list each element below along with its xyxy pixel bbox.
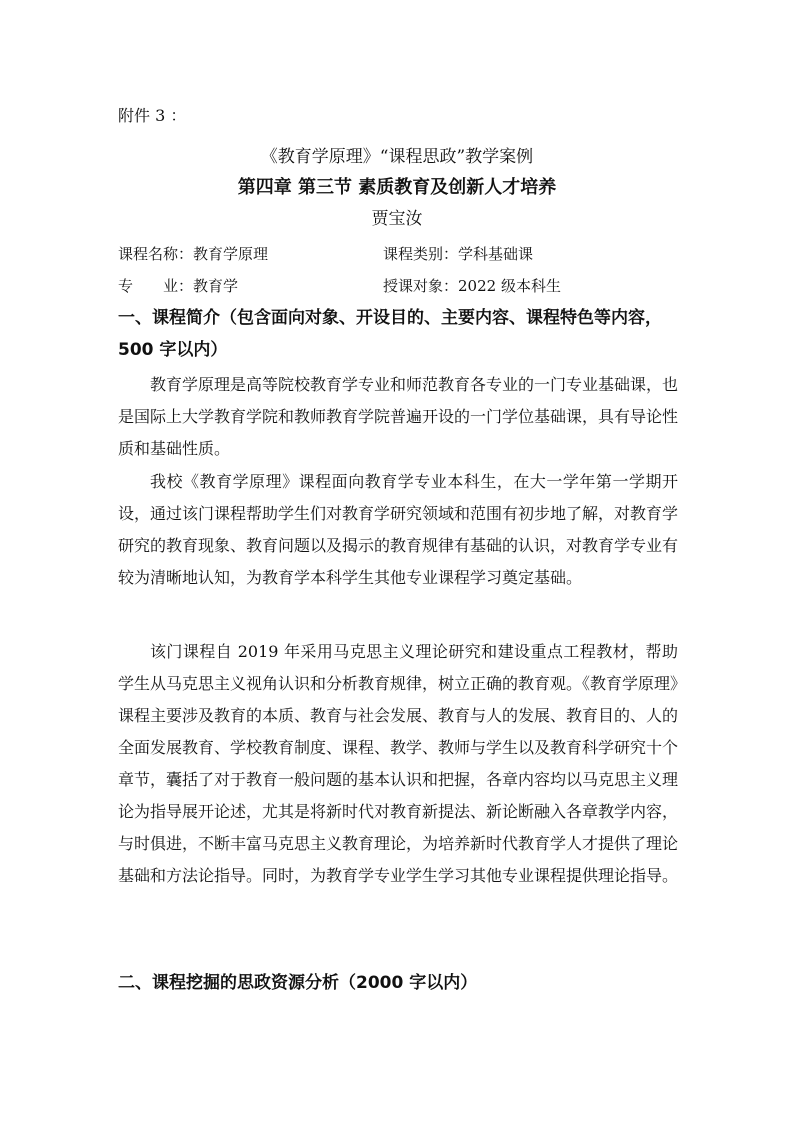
attachment-label: 附件 3 ：	[118, 106, 187, 125]
paragraph-1: 教育学原理是高等院校教育学专业和师范教育各专业的一门专业基础课，也是国际上大学教育学院和教师教育学院普遍开设的一门学位基础课，具有导论性质和基础性质。	[118, 375, 679, 458]
course-type-label: 课程类别：	[383, 245, 459, 263]
course-name-field	[118, 243, 268, 264]
audience-label: 授课对象：	[383, 277, 459, 295]
course-type-field	[383, 243, 533, 264]
paragraph-3: 该门课程自 2019 年采用马克思主义理论研究和建设重点工程教材，帮助学生从马克思主义视角认识和分析教育规律，树立正确的教育观。《教育学原理》课程主要涉及教育的本质、教育与社会发展、教育与人的发展、教育目的、人的全面发展教育、学校教育制度、课程、教学、教师与学生以及教育科学研究十个章节，囊括了对于教育一般问题的基本认识和把握，各章内容均以马克思主义理论为指导展开论述，尤其是将新时代对教育新提法、新论断融入各章教学内容，与时俱进，不断丰富马克思主义教育理论，为培养新时代教育学人才提供了理论基础和方法论指导。同时，为教育学专业学生学习其他专业课程提供理论指导。	[118, 642, 679, 885]
course-name-label: 课程名称：	[118, 245, 194, 263]
major-value: 教育学	[193, 277, 239, 295]
course-name-value: 教育学原理	[193, 245, 269, 263]
major-field	[118, 275, 238, 296]
major-label: 专 业：	[118, 277, 194, 295]
section-heading-resources: 二、课程挖掘的思政资源分析（2000 字以内）	[118, 973, 478, 993]
author-name: 贾宝汝	[371, 209, 423, 229]
section-heading-intro: 一、课程简介（包含面向对象、开设目的、主要内容、课程特色等内容，500 字以内）	[118, 308, 662, 360]
document-title: 《教育学原理》“课程思政”教学案例	[260, 147, 534, 167]
chapter-title: 第四章 第三节 素质教育及创新人才培养	[237, 177, 557, 198]
audience-value: 2022 级本科生	[458, 277, 561, 295]
paragraph-2: 我校《教育学原理》课程面向教育学专业本科生，在大一学年第一学期开设，通过该门课程帮助学生们对教育学研究领域和范围有初步地了解，对教育学研究的教育现象、教育问题以及揭示的教育规律有基础的认识，对教育学专业有较为清晰地认知，为教育学本科学生其他专业课程学习奠定基础。	[118, 472, 679, 587]
course-type-value: 学科基础课	[458, 245, 534, 263]
audience-field	[383, 275, 561, 296]
